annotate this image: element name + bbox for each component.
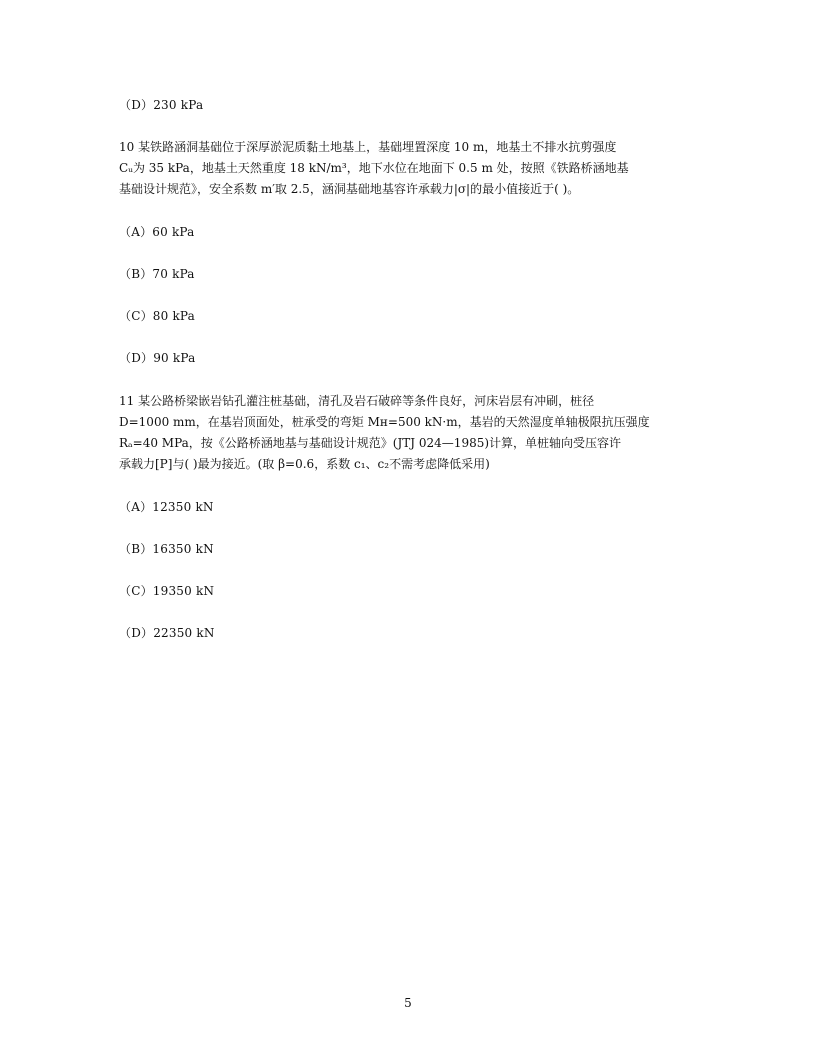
q11-stem-line: 11 某公路桥梁嵌岩钻孔灌注桩基础，清孔及岩石破碎等条件良好，河床岩层有冲刷，桩径: [119, 394, 595, 408]
q11-stem-line: Rₐ=40 MPa，按《公路桥涵地基与基础设计规范》(JTJ 024—1985)计算，单桩轴向受压容许: [119, 436, 622, 450]
q10-stem-line: 基础设计规范》，安全系数 m′取 2.5，涵洞基础地基容许承载力|σ|的最小值接近于( )。: [119, 182, 580, 196]
q10-option-c: （C）80 kPa: [119, 309, 196, 323]
page-number: 5: [404, 996, 412, 1010]
q10-option-b: （B）70 kPa: [119, 267, 195, 281]
q11-stem: [119, 391, 699, 475]
q11-option-a: （A）12350 kN: [119, 500, 214, 514]
q10-option-d: （D）90 kPa: [119, 351, 196, 365]
q11-option-c: （C）19350 kN: [119, 584, 215, 598]
q10-stem-line: 10 某铁路涵洞基础位于深厚淤泥质黏土地基上，基础埋置深度 10 m，地基土不排水抗剪强度: [119, 140, 617, 154]
q11-option-b: （B）16350 kN: [119, 542, 214, 556]
q9-option-d: （D）230 kPa: [119, 98, 204, 112]
q11-stem-line: D=1000 mm，在基岩顶面处，桩承受的弯矩 Mʜ=500 kN·m，基岩的天然湿度单轴极限抗压强度: [119, 415, 650, 429]
q11-option-d: （D）22350 kN: [119, 626, 215, 640]
q10-stem-line: Cᵤ为 35 kPa，地基土天然重度 18 kN/m³，地下水位在地面下 0.5 m 处，按照《铁路桥涵地基: [119, 161, 629, 175]
q10-option-a: （A）60 kPa: [119, 225, 195, 239]
q10-stem: [119, 137, 699, 200]
q11-stem-line: 承载力[P]与( )最为接近。(取 β=0.6，系数 c₁、c₂不需考虑降低采用): [119, 457, 490, 471]
